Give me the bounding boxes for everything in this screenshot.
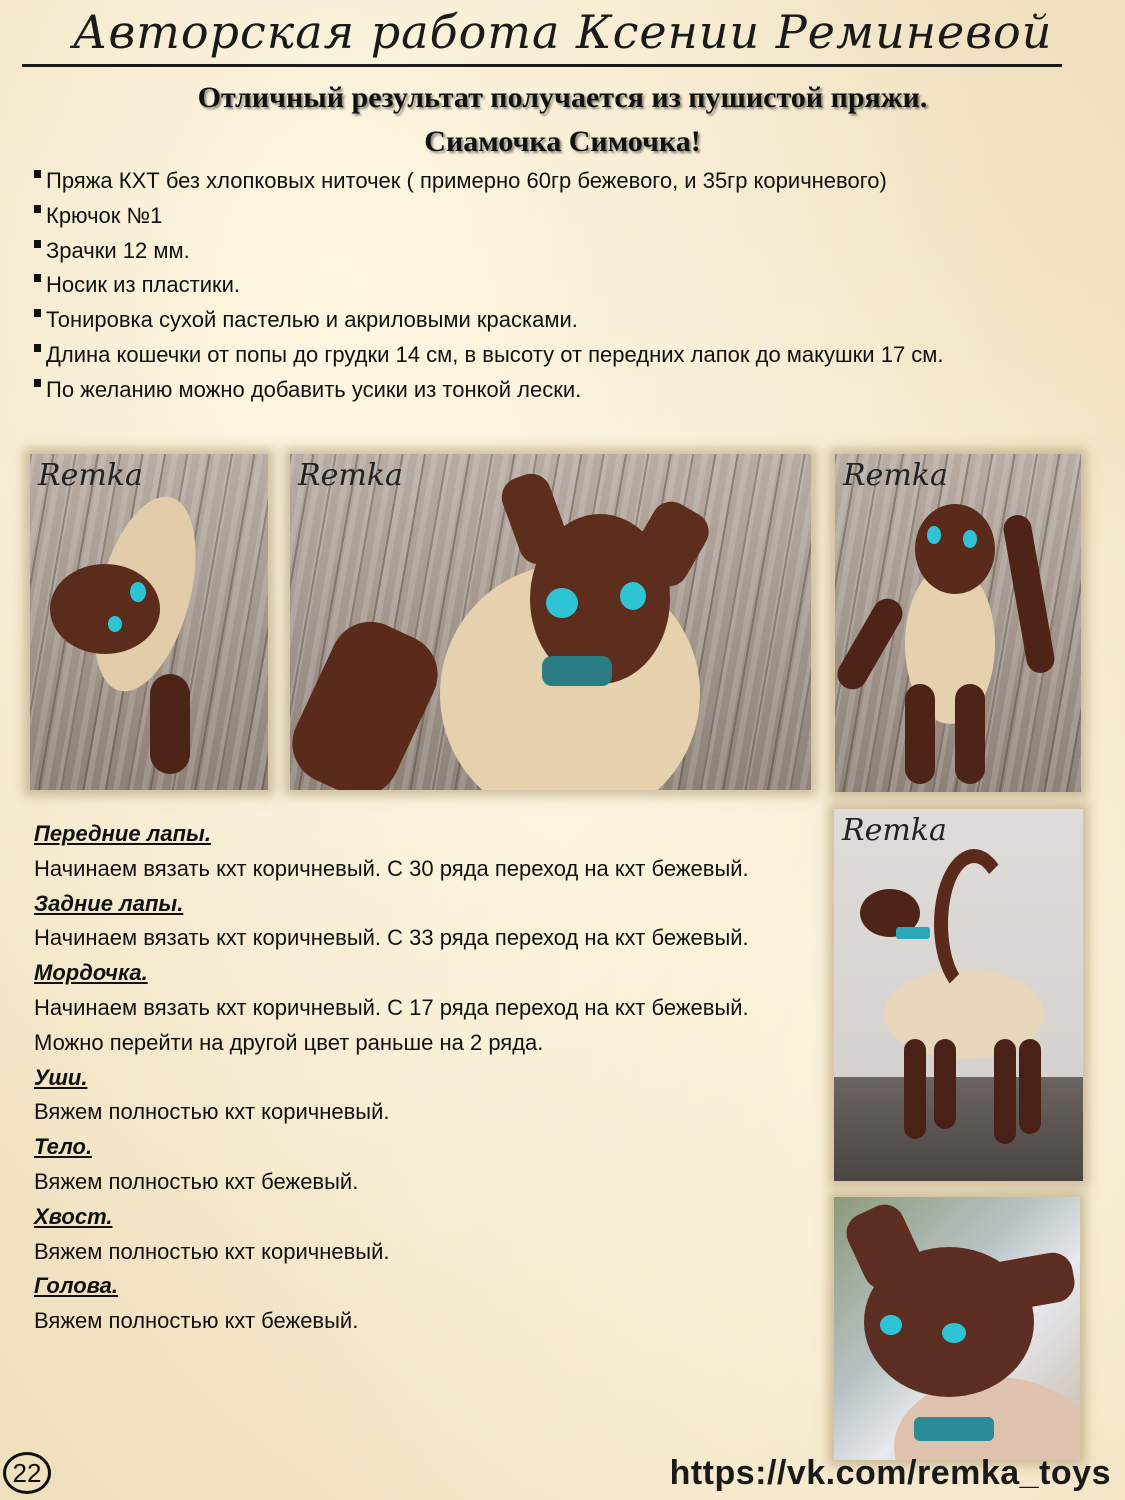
cat-leg-shape (150, 674, 190, 774)
section-text: Вяжем полностью кхт бежевый. (34, 1168, 359, 1194)
materials-item: Тонировка сухой пастелью и акриловыми красками. (34, 303, 1094, 338)
cat-eye (942, 1323, 966, 1343)
bullet-icon (34, 205, 41, 213)
cat-eye (130, 582, 146, 602)
bullet-icon (34, 240, 41, 248)
cat-tail (934, 849, 1014, 999)
section-heading: Задние лапы. (34, 890, 184, 916)
section-heading: Мордочка. (34, 960, 148, 986)
cat-head-shape (915, 504, 995, 594)
section-heading: Голова. (34, 1273, 119, 1299)
photo-cat-face-closeup (290, 454, 811, 790)
cat-eye (620, 582, 646, 610)
header-divider (22, 64, 1062, 67)
cat-eye (880, 1315, 902, 1335)
cat-leg-shape (934, 1039, 956, 1129)
materials-item: По желанию можно добавить усики из тонкой лески. (34, 373, 1094, 408)
cat-collar (896, 927, 930, 939)
watermark: Remka (842, 813, 947, 848)
cat-leg-shape (1019, 1039, 1041, 1134)
bullet-icon (34, 274, 41, 282)
watermark: Remka (38, 458, 143, 493)
materials-item: Носик из пластики. (34, 268, 1094, 303)
cat-eye (963, 530, 977, 548)
cat-leg-shape (905, 684, 935, 784)
cat-head-shape (50, 564, 160, 654)
photo-cat-sitting (835, 454, 1081, 792)
materials-list (34, 164, 1094, 408)
materials-item: Длина кошечки от попы до грудки 14 см, в высоту от передних лапок до макушки 17 см. (34, 338, 1094, 373)
cat-leg-shape (1001, 513, 1056, 675)
photo-cat-lying (30, 454, 268, 790)
bullet-icon (34, 309, 41, 317)
subtitle-line-2: Сиамочка Симочка! (424, 125, 701, 158)
page-number: 22 (3, 1452, 51, 1494)
bullet-icon (34, 344, 41, 352)
section-text: Вяжем полностью кхт коричневый. (34, 1238, 390, 1264)
subtitle-line-1: Отличный результат получается из пушистой пряжи. (197, 81, 928, 114)
cat-ear (496, 468, 574, 570)
bullet-icon (34, 170, 41, 178)
section-text: Начинаем вязать кхт коричневый. С 33 ряда переход на кхт бежевый. (34, 925, 749, 951)
cat-leg-shape (955, 684, 985, 784)
materials-item: Пряжа КХТ без хлопковых ниточек ( примерно 60гр бежевого, и 35гр коричневого) (34, 164, 1094, 199)
cat-eye (546, 588, 578, 618)
photo-cat-standing (834, 809, 1083, 1181)
cat-leg-shape (904, 1039, 926, 1139)
vk-link[interactable]: https://vk.com/remka_toys (669, 1454, 1111, 1492)
cat-leg-shape (835, 593, 908, 695)
section-text: Вяжем полностью кхт бежевый. (34, 1308, 359, 1334)
section-text: Вяжем полностью кхт коричневый. (34, 1099, 390, 1125)
materials-item: Зрачки 12 мм. (34, 234, 1094, 269)
cat-eye (108, 616, 122, 632)
cat-collar (542, 656, 612, 686)
section-heading: Передние лапы. (34, 821, 211, 846)
materials-item: Крючок №1 (34, 199, 1094, 234)
cat-leg-shape (994, 1039, 1016, 1144)
page-header-title: Авторская работа Ксении Реминевой (72, 5, 1053, 59)
watermark: Remka (298, 458, 403, 493)
knitting-sections (34, 817, 814, 1339)
cat-collar (914, 1417, 994, 1441)
watermark: Remka (843, 458, 948, 493)
section-heading: Уши. (34, 1064, 88, 1090)
section-text: Начинаем вязать кхт коричневый. С 17 ряда переход на кхт бежевый. Можно перейти на другой цвет раньше на 2 ряда. (34, 994, 749, 1055)
photo-cat-head-outdoors (834, 1197, 1080, 1460)
section-text: Начинаем вязать кхт коричневый. С 30 ряда переход на кхт бежевый. (34, 855, 749, 881)
bullet-icon (34, 379, 41, 387)
section-heading: Тело. (34, 1134, 93, 1160)
section-heading: Хвост. (34, 1203, 113, 1229)
cat-leg-shape (290, 609, 451, 790)
cat-eye (927, 526, 941, 544)
